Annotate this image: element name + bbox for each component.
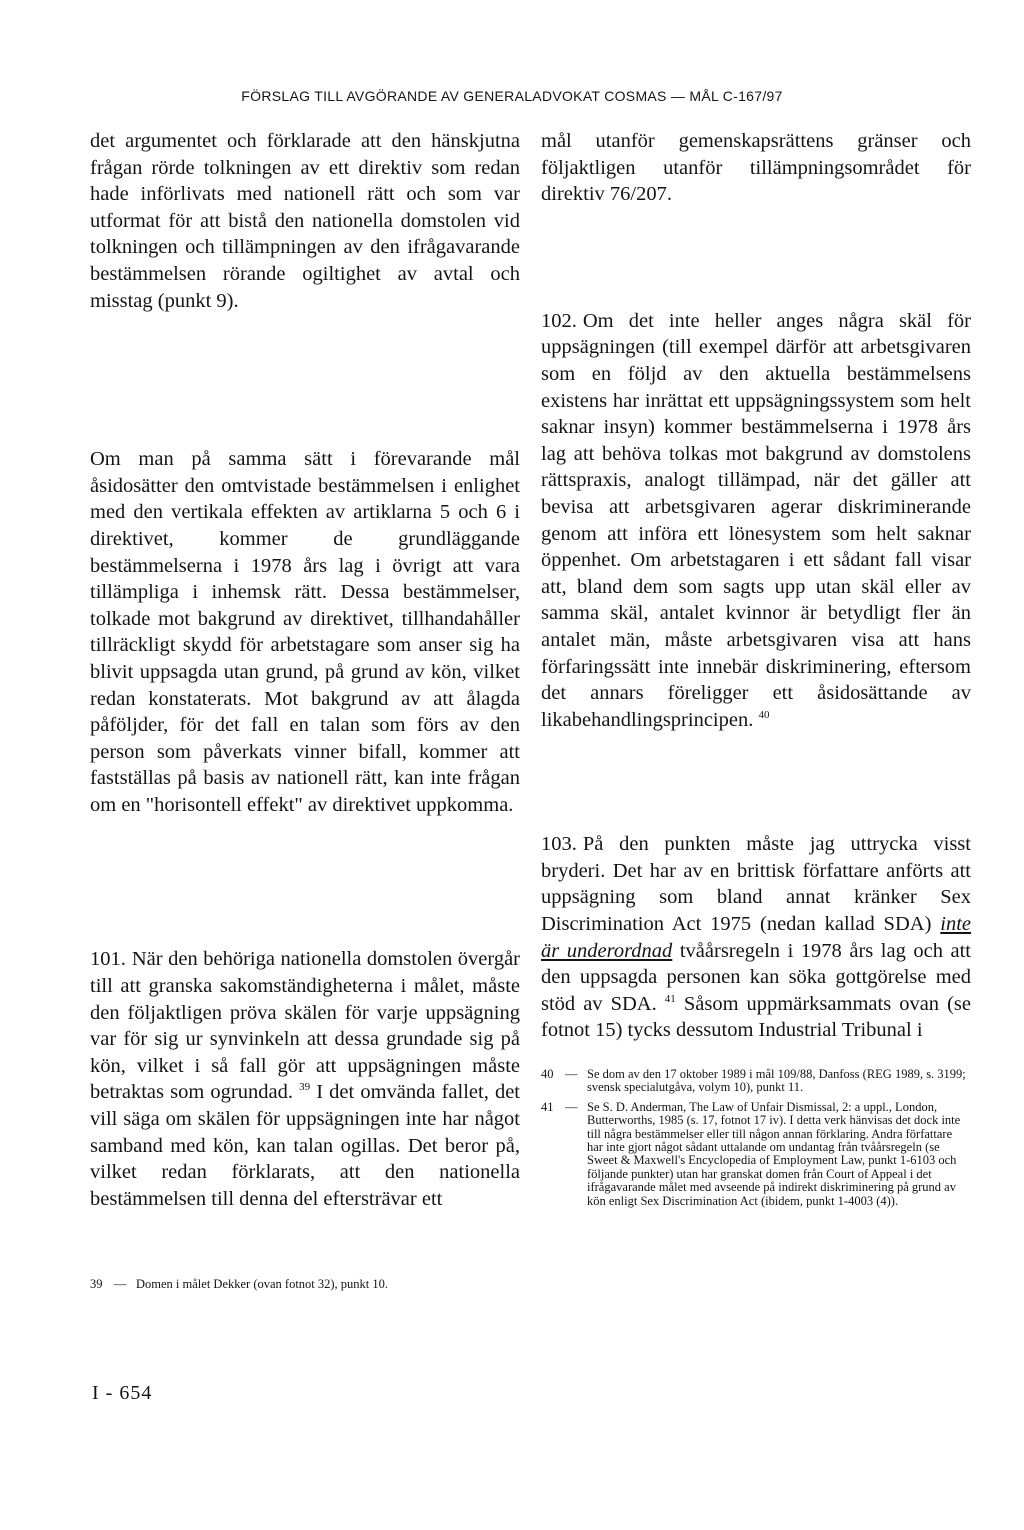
left-column bbox=[90, 128, 520, 1292]
footnote-text: Se S. D. Anderman, The Law of Unfair Dismissal, 2: a uppl., London, Butterworths, 1985 (s. 17, fotnot 17 iv). I detta verk hänvisas det dock inte till några bestämmelser eller till någon annan förklaring. Andra författare har inte gjort något sådant uttalande om undantag från tvåårsregeln (se Sweet & Maxwell's Encyclopedia of Employment Law, punkt 1-6103 och följande punkter) utan har granskat domen från Court of Appeal i det ifrågavarande målet med avseende på indirekt diskriminering på grund av kön enligt Sex Discrimination Act (ibidem, punkt 1-4003 (4)). bbox=[587, 1099, 961, 1208]
paragraph-om-man: Om man på samma sätt i förevarande mål åsidosätter den omtvistade bestämmelsen i enlighet med den vertikala effekten av artiklarna 5 och 6 i direktivet, kommer de grundläggande bestämmelserna i 1978 års lag i övrigt att vara tillämpliga i inhemsk rätt. Dessa bestämmelser, tolkade mot bakgrund av direktivet, tillhandahåller tillräckligt skydd för arbetstagare som anser sig ha blivit uppsagda utan grund, på grund av kön, vilket redan konstaterats. Mot bakgrund av att ålagda påföljder, för det fall en talan som förs av den person som påverkats vinner bifall, kommer att fastställas på basis av nationell rätt, kan inte frågan om en "horisontell effekt" av direktivet uppkomma. bbox=[90, 448, 520, 816]
paragraph-text: Såsom uppmärksammats ovan (se fotnot 15) tycks dessutom Industrial Tribunal i bbox=[541, 992, 972, 1042]
footnote-dash: — bbox=[565, 1067, 578, 1082]
paragraph-number: 101. bbox=[90, 948, 126, 971]
footnote-39 bbox=[90, 1278, 520, 1291]
emphasis-text: inte är underordnad bbox=[541, 913, 972, 962]
footnote-dash: — bbox=[114, 1277, 127, 1292]
running-head: FÖRSLAG TILL AVGÖRANDE AV GENERALADVOKAT COSMAS — MÅL C-167/97 bbox=[241, 88, 783, 104]
page-number: I - 654 bbox=[92, 1382, 153, 1404]
footnote-ref-39[interactable]: 39 bbox=[299, 1081, 311, 1094]
footnote-text: Se dom av den 17 oktober 1989 i mål 109/88, Danfoss (REG 1989, s. 3199; svensk specialutgåva, volym 10), punkt 11. bbox=[587, 1067, 966, 1095]
paragraph-text: tvåårsregeln i 1978 års lag och att den uppsagda personen kan söka gottgörelse med stöd av SDA. bbox=[541, 939, 972, 1015]
paragraph-continuation-right: mål utanför gemenskapsrättens gränser och följaktligen utanför tillämpningsområdet för direktiv 76/207. bbox=[541, 130, 971, 206]
footnote-ref-40[interactable]: 40 bbox=[758, 708, 770, 721]
paragraph-103 bbox=[541, 831, 971, 1044]
footnote-dash: — bbox=[565, 1099, 578, 1114]
paragraph-102 bbox=[541, 308, 971, 734]
footnote-41 bbox=[541, 1101, 971, 1208]
paragraph-text: När den behöriga nationella domstolen övergår till att granska sakomständigheterna i målet, måste den följaktligen pröva skälen för varje uppsägning var för sig ur synvinkeln att dessa grundade sig på kön, vilket i så fall gör att uppsägningen måste betraktas som ogrundad. bbox=[90, 948, 520, 1104]
footnote-number: 40 bbox=[541, 1067, 554, 1082]
paragraph-text: På den punkten måste jag uttrycka visst bryderi. Det har av en brittisk författare anförts att uppsägning som bland annat kränker Sex Discrimination Act 1975 (nedan kallad SDA) bbox=[541, 833, 971, 936]
footnote-number: 41 bbox=[541, 1099, 554, 1114]
footnote-ref-41[interactable]: 41 bbox=[664, 993, 676, 1006]
footnote-number: 39 bbox=[90, 1277, 103, 1292]
footnote-text: Domen i målet Dekker (ovan fotnot 32), punkt 10. bbox=[136, 1277, 389, 1292]
paragraph-number: 103. bbox=[541, 833, 577, 856]
right-column bbox=[541, 128, 971, 1208]
paragraph-number: 102. bbox=[541, 309, 577, 332]
paragraph-text: Om det inte heller anges några skäl för uppsägningen (till exempel därför att arbetsgivaren som en följd av den aktuella bestämmelsens existens har inrättat ett uppsägningssystem som helt saknar insyn) kommer bestämmelserna i 1978 års lag att behöva tolkas mot bakgrund av domstolens rättspraxis, analogt tillämpad, när det gäller att bevisa att arbetsgivaren agerar diskriminerande genom att införa ett lönesystem som helt saknar öppenhet. Om arbetstagaren i ett sådant fall visar att, bland dem som sagts upp utan skäl eller av samma skäl, antalet kvinnor är betydligt fler än antalet män, måste arbetsgivaren visa att hans förfaringssätt inte innebär diskriminering, eftersom det annars föreligger ett åsidosättande av likabehandlingsprincipen. bbox=[541, 309, 971, 731]
paragraph-continuation-left: det argumentet och förklarade att den hänskjutna frågan rörde tolkningen av ett direktiv som redan hade införlivats med nationell rätt och som var utformat för att bistå den nationella domstolen vid tolkningen och tillämpningen av den ifrågavarande bestämmelsen rörande ogiltighet av avtal och misstag (punkt 9). bbox=[90, 130, 520, 312]
paragraph-text: I det omvända fallet, det vill säga om skälen för uppsägningen inte har något samband med kön, kan talan ogillas. Det beror på, vilket redan förklarats, att den nationella bestämmelsen till denna del eftersträvar ett bbox=[90, 1081, 521, 1210]
footnote-40 bbox=[541, 1068, 971, 1095]
paragraph-101 bbox=[90, 946, 520, 1212]
